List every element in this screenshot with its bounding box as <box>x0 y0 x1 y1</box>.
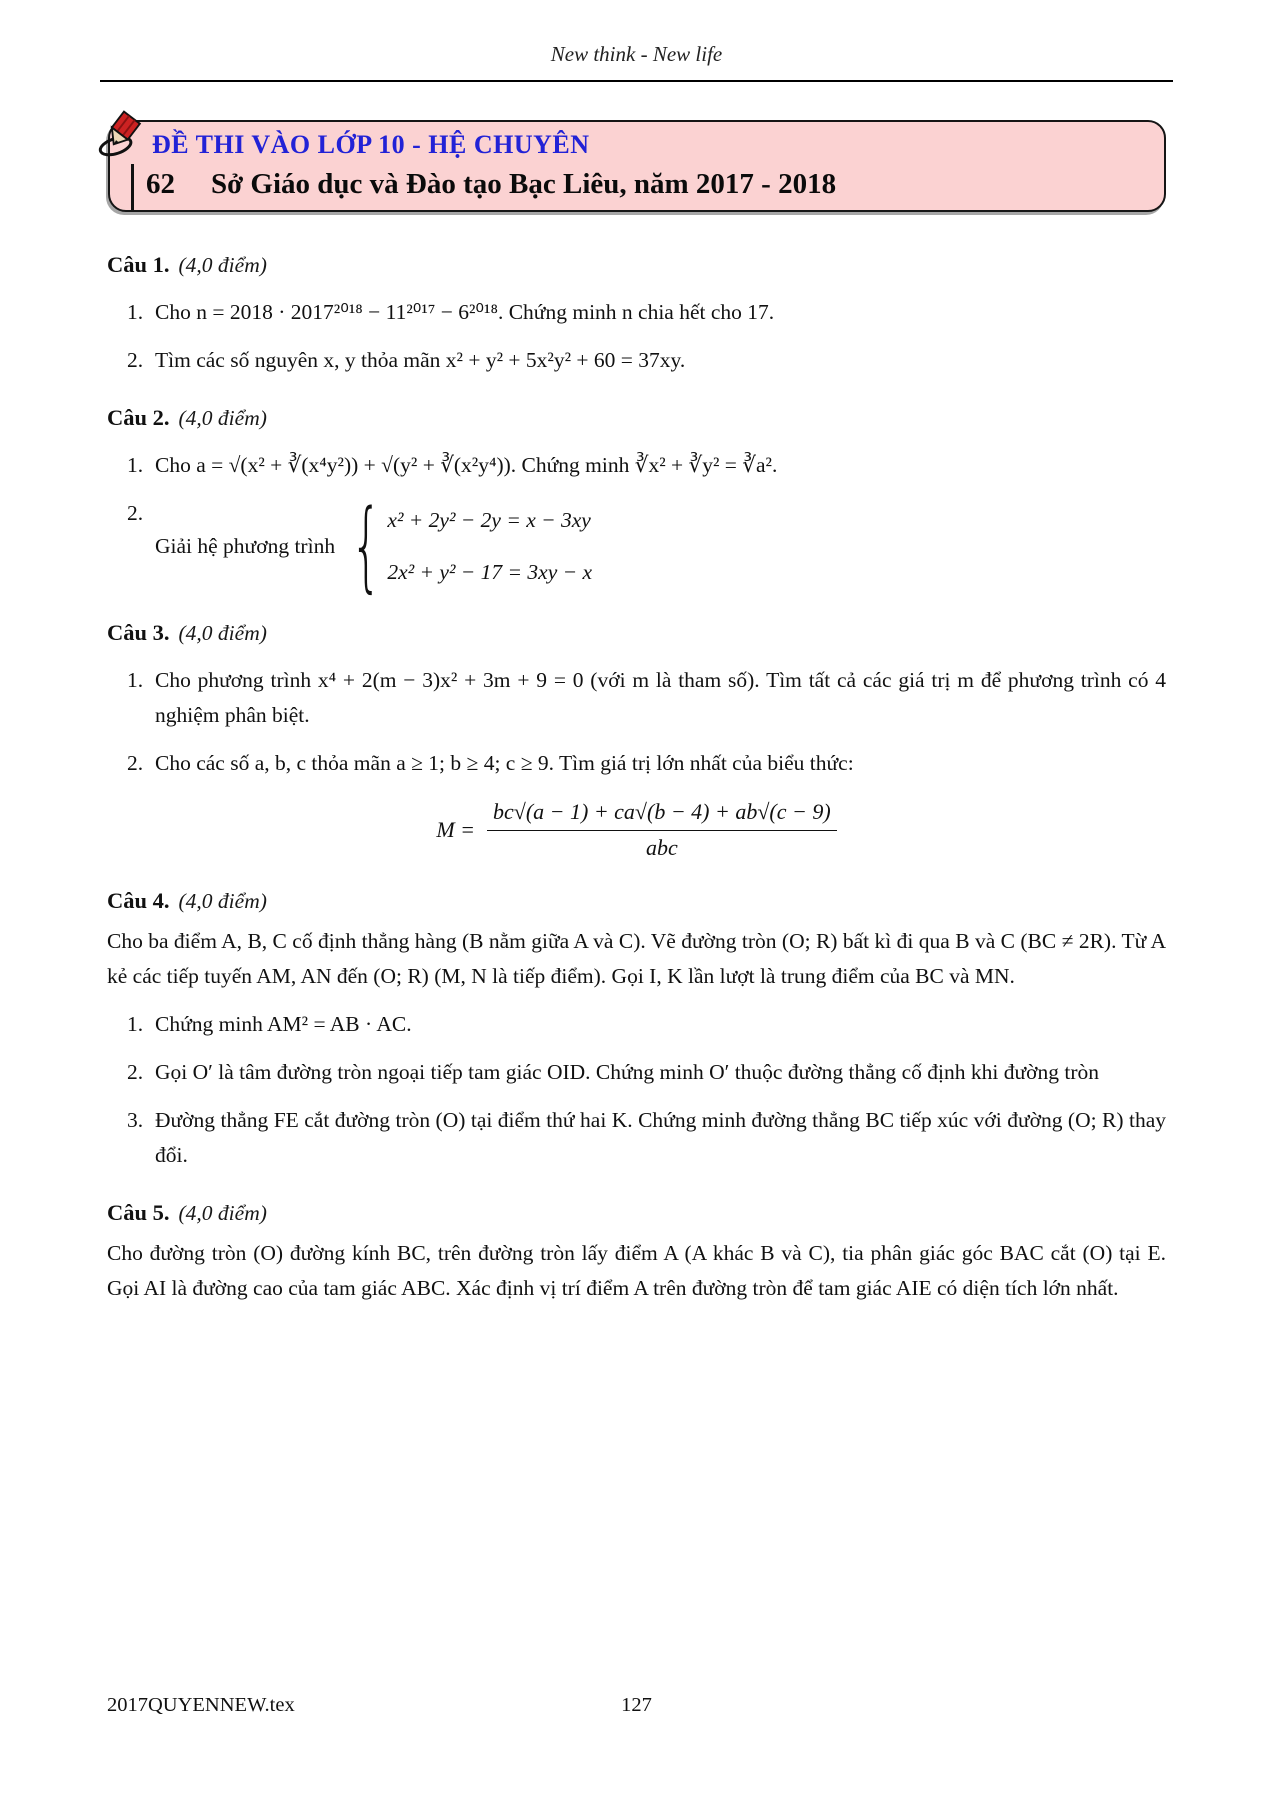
section-label: Câu 5. <box>107 1200 170 1226</box>
item-number: 1. <box>127 1012 144 1037</box>
header-rule <box>100 80 1173 82</box>
item-text: Tìm các số nguyên x, y thỏa mãn x² + y² + 5x²y² + 60 = 37xy. <box>155 348 686 372</box>
exam-subtitle: Sở Giáo dục và Đào tạo Bạc Liêu, năm 2017 - 2018 <box>211 168 837 200</box>
section-points: (4,0 điểm) <box>178 406 267 430</box>
item-text: Chứng minh AM² = AB · AC. <box>155 1012 412 1037</box>
section-points: (4,0 điểm) <box>178 889 267 914</box>
section-points: (4,0 điểm) <box>178 1201 267 1226</box>
section-heading <box>107 1196 1166 1230</box>
section-label: Câu 3. <box>107 620 170 646</box>
section-points: (4,0 điểm) <box>178 621 267 646</box>
system-lead-text: Giải hệ phương trình <box>155 534 336 559</box>
section-cau-2 <box>107 401 1166 603</box>
item-text: Cho phương trình x⁴ + 2(m − 3)x² + 3m + 9 = 0 (với m là tham số). Tìm tất cả các giá trị m để phương trình có 4 nghiệm phân biệt. <box>155 668 1166 728</box>
section-cau-1 <box>107 248 1166 378</box>
section-cau-4 <box>107 884 1166 1173</box>
footer-page-number: 127 <box>621 1694 652 1716</box>
item-text: Đường thẳng FE cắt đường tròn (O) tại điểm thứ hai K. Chứng minh đường thẳng BC tiếp xúc với đường (O; R) thay đổi. <box>155 1108 1166 1168</box>
item-text: Gọi O′ là tâm đường tròn ngoại tiếp tam giác OID. Chứng minh O′ thuộc đường thẳng cố định khi đường tròn <box>155 1060 1100 1085</box>
item-text: Cho n = 2018 · 2017²⁰¹⁸ − 11²⁰¹⁷ − 6²⁰¹⁸. Chứng minh n chia hết cho 17. <box>155 300 775 324</box>
section-cau-5 <box>107 1196 1166 1306</box>
item-number: 1. <box>127 300 144 324</box>
system-brace: { <box>350 489 382 603</box>
item-number: 2. <box>127 751 144 776</box>
fraction-numerator: bc√(a − 1) + ca√(b − 4) + ab√(c − 9) <box>487 799 837 831</box>
formula-lhs: M = <box>436 817 475 843</box>
equation-line-1: x² + 2y² − 2y = x − 3xy <box>387 508 591 533</box>
problem-item <box>127 1103 1166 1173</box>
section-heading <box>107 616 1166 650</box>
item-number: 2. <box>127 501 144 525</box>
fraction <box>487 799 837 861</box>
exam-content <box>107 248 1166 1306</box>
section-intro: Cho đường tròn (O) đường kính BC, trên đường tròn lấy điểm A (A khác B và C), tia phân giác góc BAC cắt (O) tại E. Gọi AI là đường cao của tam giác ABC. Xác định vị trí điểm A trên đường tròn để tam giác AIE có diện tích lớn nhất. <box>107 1241 1166 1301</box>
item-number: 2. <box>127 348 144 372</box>
fraction-denominator: abc <box>645 835 678 861</box>
section-label: Câu 4. <box>107 888 170 914</box>
problem-item <box>127 489 1166 603</box>
exam-box-subtitle-row <box>146 168 836 201</box>
problem-item <box>127 343 1166 378</box>
problem-item <box>127 295 1166 330</box>
pencil-icon <box>96 106 152 162</box>
item-number: 3. <box>127 1108 144 1133</box>
exam-title-box <box>108 120 1166 212</box>
problem-item <box>127 1055 1166 1090</box>
equation-line-2: 2x² + y² − 17 = 3xy − x <box>387 560 593 585</box>
header-motto: New think - New life <box>550 42 723 66</box>
system-equations <box>387 503 592 590</box>
item-text: Cho các số a, b, c thỏa mãn a ≥ 1; b ≥ 4; c ≥ 9. Tìm giá trị lớn nhất của biểu thức: <box>155 751 854 776</box>
item-number: 2. <box>127 1060 144 1085</box>
problem-item <box>127 746 1166 781</box>
section-heading <box>107 248 1166 282</box>
equation-system <box>155 489 1166 603</box>
problem-item <box>127 1007 1166 1042</box>
section-heading <box>107 884 1166 918</box>
section-label: Câu 1. <box>107 252 170 277</box>
section-cau-3 <box>107 616 1166 861</box>
item-number: 1. <box>127 453 144 477</box>
footer-filename: 2017QUYENNEW.tex <box>107 1694 295 1716</box>
section-label: Câu 2. <box>107 405 170 430</box>
exam-box-title: ĐỀ THI VÀO LỚP 10 - HỆ CHUYÊN <box>152 130 590 159</box>
problem-item <box>127 448 1166 483</box>
box-vertical-rule <box>131 164 134 210</box>
problem-item <box>127 663 1166 733</box>
max-value-formula <box>107 799 1166 861</box>
section-intro: Cho ba điểm A, B, C cố định thẳng hàng (B nằm giữa A và C). Vẽ đường tròn (O; R) bất kì đi qua B và C (BC ≠ 2R). Từ A kẻ các tiếp tuyến AM, AN đến (O; R) (M, N là tiếp điểm). Gọi I, K lần lượt là trung điểm của BC và MN. <box>107 929 1166 989</box>
item-number: 1. <box>127 668 144 693</box>
item-text: Cho a = √(x² + ∛(x⁴y²)) + √(y² + ∛(x²y⁴)). Chứng minh ∛x² + ∛y² = ∛a². <box>155 453 778 477</box>
section-points: (4,0 điểm) <box>178 253 267 277</box>
exam-number: 62 <box>146 168 175 200</box>
section-heading <box>107 401 1166 435</box>
